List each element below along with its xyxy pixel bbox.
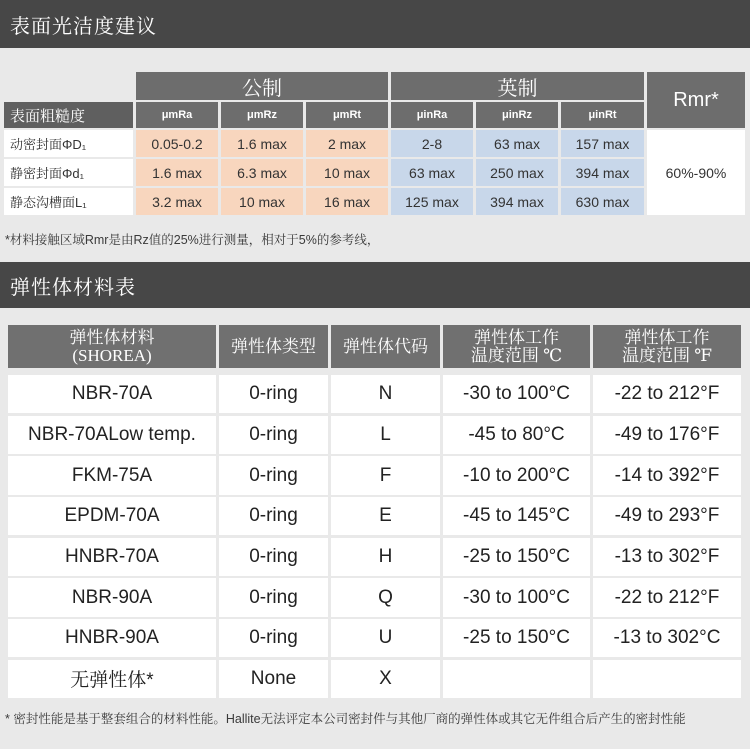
column-header-line: 弹性体工作 xyxy=(474,327,559,347)
column-header-line: 温度范围 ℃ xyxy=(470,345,563,365)
column-header-line: 弹性体工作 xyxy=(624,327,710,347)
surface-finish-table xyxy=(4,72,745,215)
temp-f-cell xyxy=(593,660,741,698)
unit-um-rz: μmRz xyxy=(221,102,303,128)
type-cell: 0-ring xyxy=(219,497,328,535)
column-header-line: 弹性体材料 xyxy=(69,327,155,347)
temp-c-cell: -25 to 150°C xyxy=(443,619,590,657)
type-cell: 0-ring xyxy=(219,416,328,454)
code-cell: H xyxy=(331,538,440,576)
elastomer-table-body xyxy=(8,375,741,698)
code-cell: X xyxy=(331,660,440,698)
surface-footnote: *材料接触区域Rmr是由Rz值的25%进行测量，相对于5%的参考线， xyxy=(5,233,380,247)
surface-row-label: 静密封面Φd₁ xyxy=(4,159,133,186)
code-cell: E xyxy=(331,497,440,535)
rmr-value: 60%-90% xyxy=(647,130,745,215)
column-header-line: 弹性体类型 xyxy=(231,336,316,356)
surface-cell: 3.2 max xyxy=(136,188,218,215)
metric-header: 公制 xyxy=(136,72,388,100)
temp-f-cell: -14 to 392°F xyxy=(593,456,741,494)
column-header-temp-c xyxy=(443,325,590,368)
type-cell: 0-ring xyxy=(219,375,328,413)
surface-cell: 157 max xyxy=(561,130,644,157)
surface-cell: 16 max xyxy=(306,188,388,215)
column-header-type xyxy=(219,325,328,368)
code-cell: Q xyxy=(331,578,440,616)
column-header-line: (SHOREA) xyxy=(72,345,152,365)
column-header-material xyxy=(8,325,216,368)
temp-c-cell xyxy=(443,660,590,698)
unit-um-ra: μmRa xyxy=(136,102,218,128)
type-cell: 0-ring xyxy=(219,578,328,616)
unit-um-rt: μmRt xyxy=(306,102,388,128)
surface-cell: 2 max xyxy=(306,130,388,157)
unit-uin-rt: μinRt xyxy=(561,102,644,128)
temp-f-cell: -49 to 176°F xyxy=(593,416,741,454)
type-cell: 0-ring xyxy=(219,538,328,576)
surface-cell: 10 max xyxy=(306,159,388,186)
imperial-header: 英制 xyxy=(391,72,644,100)
material-cell: EPDM-70A xyxy=(8,497,216,535)
temp-f-cell: -13 to 302°C xyxy=(593,619,741,657)
material-cell: NBR-70ALow temp. xyxy=(8,416,216,454)
temp-f-cell: -13 to 302°F xyxy=(593,538,741,576)
column-header-line: 温度范围 ℉ xyxy=(621,345,713,365)
elastomer-table-title: 弹性体材料表 xyxy=(0,262,750,308)
material-cell: NBR-70A xyxy=(8,375,216,413)
surface-cell: 125 max xyxy=(391,188,473,215)
surface-cell: 394 max xyxy=(476,188,558,215)
temp-c-cell: -30 to 100°C xyxy=(443,375,590,413)
surface-cell: 0.05-0.2 xyxy=(136,130,218,157)
unit-uin-rz: μinRz xyxy=(476,102,558,128)
material-cell: 无弹性体* xyxy=(8,660,216,698)
surface-cell: 6.3 max xyxy=(221,159,303,186)
rmr-header: Rmr* xyxy=(647,72,745,128)
temp-c-cell: -25 to 150°C xyxy=(443,538,590,576)
material-cell: HNBR-70A xyxy=(8,538,216,576)
temp-f-cell: -22 to 212°F xyxy=(593,375,741,413)
surface-cell: 1.6 max xyxy=(221,130,303,157)
temp-c-cell: -45 to 145°C xyxy=(443,497,590,535)
material-cell: NBR-90A xyxy=(8,578,216,616)
type-cell: None xyxy=(219,660,328,698)
surface-cell: 250 max xyxy=(476,159,558,186)
temp-c-cell: -45 to 80°C xyxy=(443,416,590,454)
code-cell: F xyxy=(331,456,440,494)
code-cell: L xyxy=(331,416,440,454)
column-header-temp-f xyxy=(593,325,741,368)
surface-cell: 1.6 max xyxy=(136,159,218,186)
column-header-line: 弹性体代码 xyxy=(343,336,428,356)
elastomer-footnote: * 密封性能是基于整套组合的材料性能。Hallite无法评定本公司密封件与其他厂商的弹性体或其它无件组合后产生的密封性能 xyxy=(5,712,686,726)
temp-f-cell: -49 to 293°F xyxy=(593,497,741,535)
surface-cell: 63 max xyxy=(391,159,473,186)
surface-row-label: 静态沟槽面L₁ xyxy=(4,188,133,215)
temp-f-cell: -22 to 212°F xyxy=(593,578,741,616)
material-cell: HNBR-90A xyxy=(8,619,216,657)
surface-cell: 630 max xyxy=(561,188,644,215)
surface-row-label: 动密封面ΦD₁ xyxy=(4,130,133,157)
surface-cell: 10 max xyxy=(221,188,303,215)
surface-cell: 2-8 xyxy=(391,130,473,157)
surface-cell: 63 max xyxy=(476,130,558,157)
surface-finish-title: 表面光洁度建议 xyxy=(0,0,750,48)
type-cell: 0-ring xyxy=(219,456,328,494)
surface-cell: 394 max xyxy=(561,159,644,186)
code-cell: N xyxy=(331,375,440,413)
material-cell: FKM-75A xyxy=(8,456,216,494)
type-cell: 0-ring xyxy=(219,619,328,657)
code-cell: U xyxy=(331,619,440,657)
elastomer-table-header xyxy=(8,325,741,368)
unit-uin-ra: μinRa xyxy=(391,102,473,128)
temp-c-cell: -10 to 200°C xyxy=(443,456,590,494)
roughness-label: 表面粗糙度 xyxy=(4,102,133,128)
column-header-code xyxy=(331,325,440,368)
temp-c-cell: -30 to 100°C xyxy=(443,578,590,616)
